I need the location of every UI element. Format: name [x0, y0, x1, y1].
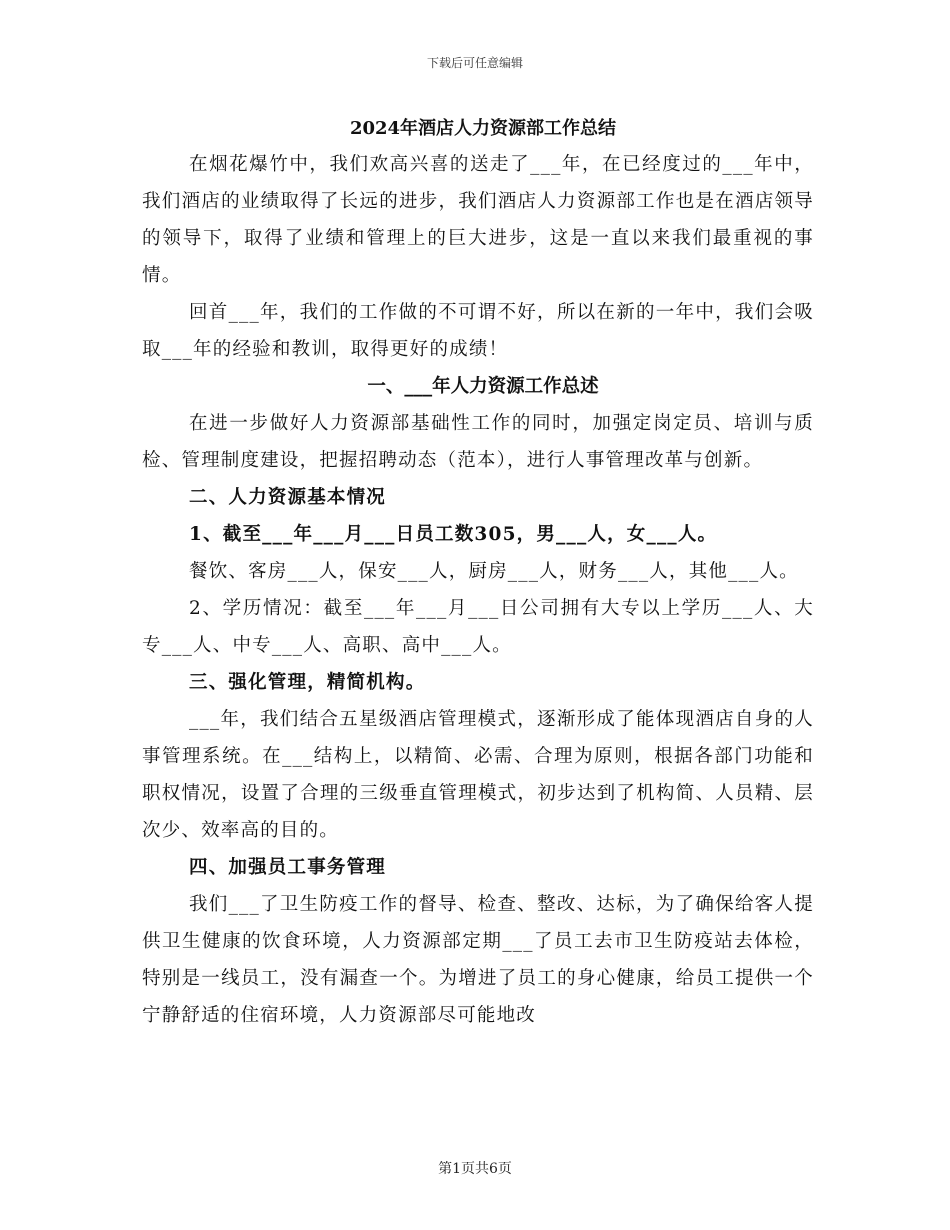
- paragraph: 餐饮、客房___人，保安___人，厨房___人，财务___人，其他___人。: [189, 561, 799, 582]
- section-heading: 三、强化管理，精简机构。: [189, 672, 426, 693]
- document-body: [142, 112, 814, 1034]
- page-footer: 第1页共6页: [438, 1161, 512, 1177]
- paragraph: 我们___了卫生防疫工作的督导、检查、整改、达标，为了确保给客人提供卫生健康的饮食环境，人力资源部定期___了员工去市卫生防疫站去体检，特别是一线员工，没有漏查一个。为增进了员工的身心健康，给员工提供一个宁静舒适的住宿环境，人力资源部尽可能地改: [142, 894, 814, 1026]
- paragraph: ___年，我们结合五星级酒店管理模式，逐渐形成了能体现酒店自身的人事管理系统。在___结构上，以精简、必需、合理为原则，根据各部门功能和职权情况，设置了合理的三级垂直管理模式，初步达到了机构简、人员精、层次少、效率高的目的。: [142, 709, 814, 841]
- document-title: 2024年酒店人力资源部工作总结: [349, 118, 617, 139]
- section-heading: 二、人力资源基本情况: [189, 487, 387, 508]
- subsection-heading: 1、截至___年___月___日员工数305，男___人，女___人。: [189, 524, 718, 545]
- paragraph: 在进一步做好人力资源部基础性工作的同时，加强定岗定员、培训与质检、管理制度建设，把握招聘动态（范本），进行人事管理改革与创新。: [142, 413, 814, 471]
- section-heading: 四、加强员工事务管理: [189, 857, 387, 878]
- paragraph: 回首___年，我们的工作做的不可谓不好，所以在新的一年中，我们会吸取___年的经验和教训，取得更好的成绩！: [142, 302, 814, 360]
- paragraph: 在烟花爆竹中，我们欢高兴喜的送走了___年，在已经度过的___年中，我们酒店的业绩取得了长远的进步，我们酒店人力资源部工作也是在酒店领导的领导下，取得了业绩和管理上的巨大进步，这是一直以来我们最重视的事情。: [142, 154, 814, 286]
- section-heading: 一、___年人力资源工作总述: [367, 376, 599, 397]
- paragraph: 2、学历情况：截至___年___月___日公司拥有大专以上学历___人、大专___人、中专___人、高职、高中___人。: [142, 598, 814, 656]
- header-note: 下载后可任意编辑: [426, 56, 523, 70]
